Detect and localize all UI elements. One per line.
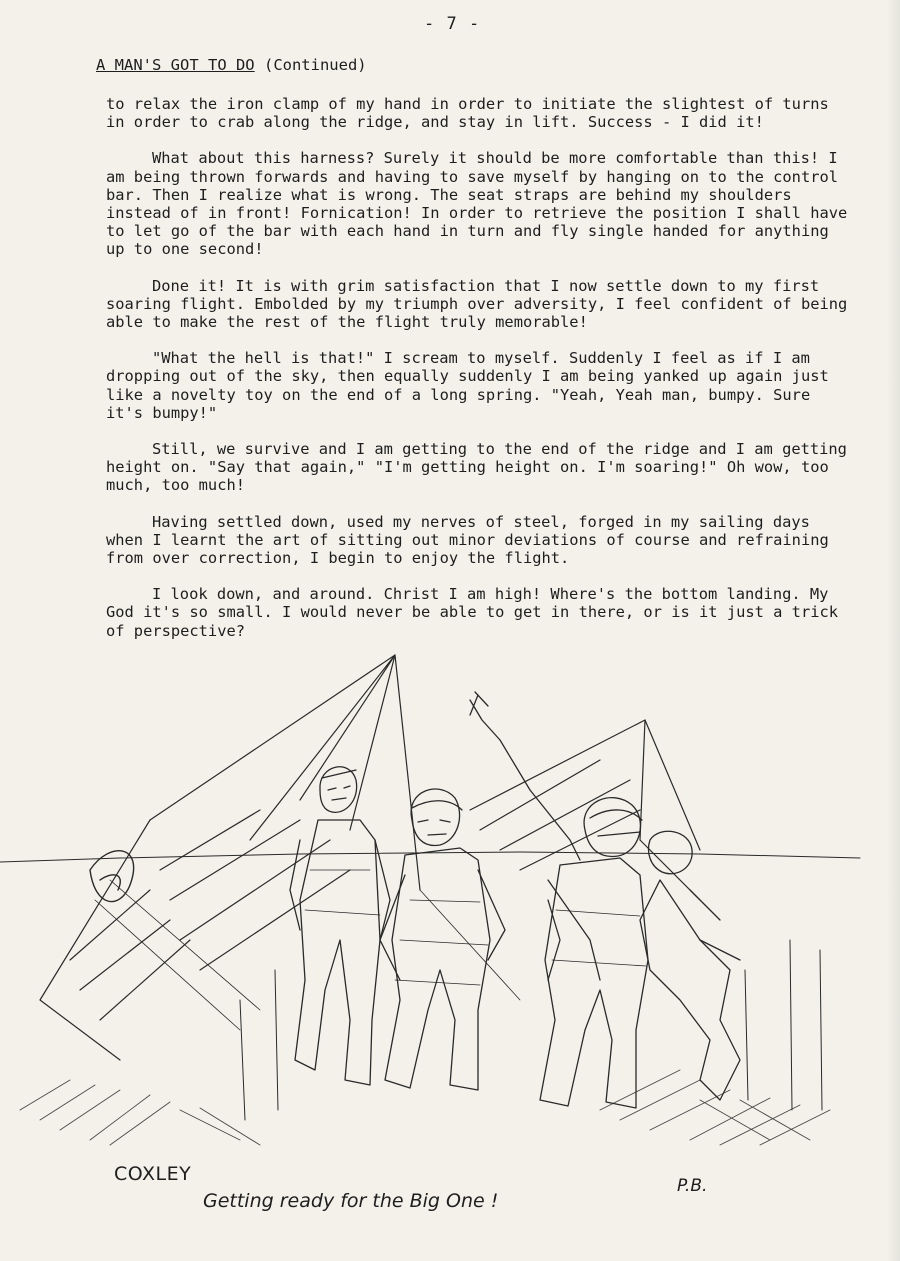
illustration-caption: Getting ready for the Big One ! xyxy=(203,1190,499,1212)
paragraph: I look down, and around. Christ I am high! Where's the bottom landing. My God it's so small. I would never be able to get in there, or is it just a trick of perspective? xyxy=(106,585,839,640)
paragraph: Having settled down, used my nerves of steel, forged in my sailing days when I learnt the art of sitting out minor deviations of course and refraining from over correction, I begin to enjoy the flight. xyxy=(106,512,829,568)
article-title: A MAN'S GOT TO DO xyxy=(96,56,255,74)
pilot-figure-far-right xyxy=(640,831,740,1100)
page-number: - 7 - xyxy=(424,14,481,34)
paragraph: to relax the iron clamp of my hand in order to initiate the slightest of turns in order to crab along the ridge, and stay in lift. Success - I did it! xyxy=(106,95,829,132)
artist-signature: P.B. xyxy=(677,1176,708,1196)
pilot-figure-left xyxy=(290,767,390,1085)
paragraph: Done it! It is with grim satisfaction that I now settle down to my first soaring flight. Embolded by my triumph over adversity, I feel confident of being able to make the rest of the flight truly memorable! xyxy=(106,276,848,332)
fence-posts xyxy=(240,940,822,1120)
paragraph: Still, we survive and I am getting to the end of the ridge and I am getting height on. "Say that again," "I'm getting height on. I'm soaring!" Oh wow, too much, too much! xyxy=(106,440,847,495)
ground-hatching xyxy=(20,1070,830,1145)
place-label: COXLEY xyxy=(114,1163,192,1185)
continued-label: (Continued) xyxy=(263,56,367,74)
pilot-figure-right xyxy=(470,692,648,1108)
pilot-figure-centre xyxy=(380,789,505,1090)
paragraph: "What the hell is that!" I scream to myself. Suddenly I feel as if I am dropping out of the sky, then equally suddenly I am being yanked up again just like a novelty toy on the end of a long spring. "Yeah, Yeah man, bumpy. Sure it's bumpy!" xyxy=(106,349,829,422)
glider-wing-left xyxy=(40,655,420,1060)
rigging-wires xyxy=(95,880,520,1030)
paragraph: What about this harness? Surely it should be more comfortable than this! I am being thrown forwards and having to save myself by hanging on to the control bar. Then I realize what is wrong. The seat straps are behind my shoulders instead of in front! Fornication! In order to retrieve the position I shall have to let go of the bar with each hand in turn and fly single handed for anything up to one second! xyxy=(106,149,848,259)
article-heading xyxy=(96,56,367,74)
hang-glider-sketch xyxy=(0,640,900,1220)
article-body xyxy=(106,95,851,658)
page-edge-shadow xyxy=(886,0,900,1261)
